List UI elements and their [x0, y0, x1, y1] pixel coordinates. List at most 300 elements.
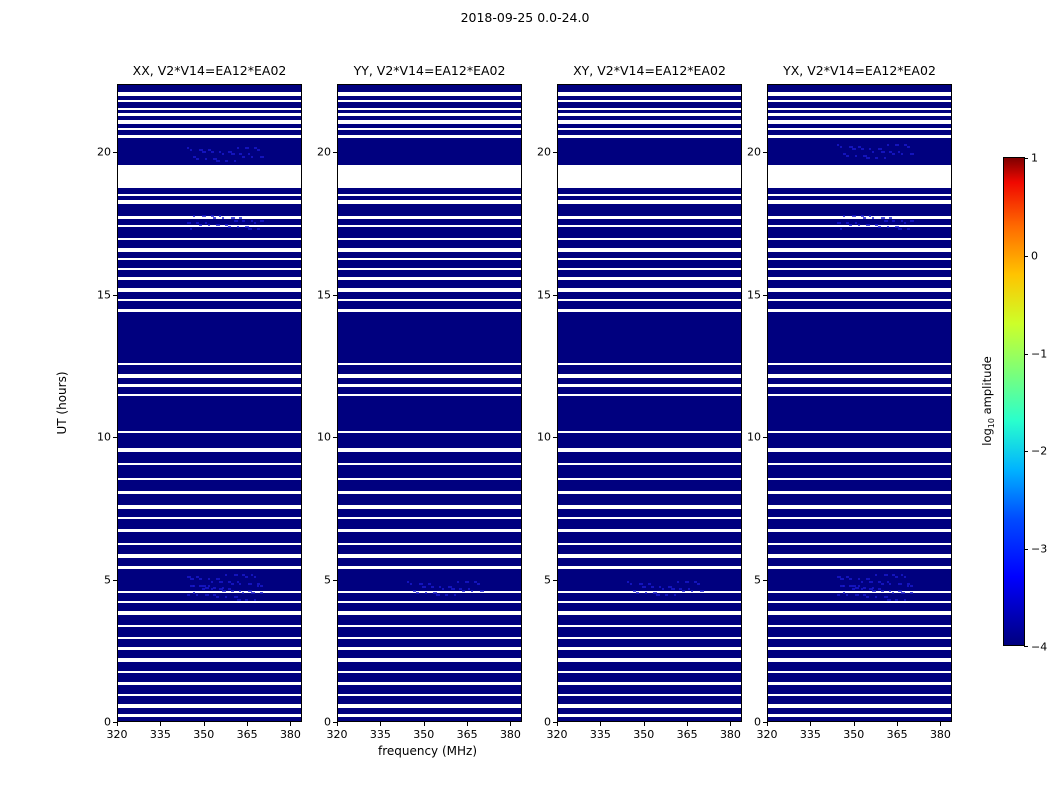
rfi-speck [910, 153, 914, 155]
rfi-speck [861, 148, 864, 150]
rfi-speck [468, 588, 470, 590]
flagged-row [338, 394, 521, 396]
rfi-speck [248, 583, 252, 585]
rfi-speck [205, 587, 209, 589]
rfi-speck [202, 151, 206, 153]
rfi-speck [892, 153, 895, 155]
rfi-speck [257, 228, 260, 230]
y-tick-label: 15 [537, 288, 551, 302]
flagged-row [338, 491, 521, 494]
flagged-row [338, 384, 521, 387]
rfi-speck [910, 220, 914, 222]
rfi-speck [199, 224, 202, 226]
flagged-row [118, 694, 301, 696]
rfi-speck [892, 220, 895, 222]
rfi-speck [245, 147, 249, 149]
rfi-speck [875, 157, 878, 159]
colorbar-tick-label: 0 [1031, 249, 1038, 263]
rfi-speck [872, 217, 874, 219]
x-tick-mark [380, 722, 381, 726]
flagged-row [558, 505, 741, 509]
colorbar-tick-label: 1 [1031, 151, 1038, 165]
panel-title: XX, V2*V14=EA12*EA02 [132, 63, 287, 78]
colorbar-tick-mark [1024, 256, 1028, 257]
rfi-speck [202, 215, 206, 217]
figure-suptitle: 2018-09-25 0.0-24.0 [460, 10, 590, 25]
flagged-row [118, 92, 301, 96]
rfi-speck [237, 599, 241, 601]
flagged-row [768, 299, 951, 301]
flagged-row [338, 517, 521, 519]
x-tick-label: 380 [719, 728, 741, 741]
flagged-row [338, 288, 521, 292]
rfi-speck [228, 226, 231, 228]
rfi-speck [445, 594, 448, 596]
flagged-row [558, 299, 741, 301]
y-tick-label: 10 [747, 430, 761, 444]
flagged-row [338, 108, 521, 110]
rfi-speck [190, 149, 192, 151]
x-tick-label: 350 [843, 728, 865, 741]
rfi-speck [410, 583, 412, 585]
rfi-speck [840, 228, 842, 230]
flagged-row [558, 463, 741, 465]
flagged-row [558, 529, 741, 532]
x-tick-mark [290, 722, 291, 726]
rfi-speck [904, 222, 906, 224]
plot-area[interactable] [337, 84, 522, 722]
rfi-speck [205, 222, 207, 224]
x-tick-mark [247, 722, 248, 726]
rfi-speck [875, 596, 877, 598]
flagged-row [558, 200, 741, 204]
flagged-row [768, 704, 951, 708]
flagged-row [768, 128, 951, 130]
rfi-speck [211, 581, 213, 583]
flagged-row [768, 529, 951, 532]
rfi-speck [645, 592, 647, 594]
colorbar-tick-label: −1 [1031, 347, 1048, 361]
rfi-speck [260, 592, 263, 594]
rfi-speck [846, 155, 849, 157]
flagged-row [338, 463, 521, 465]
flag-stripes [768, 85, 951, 721]
rfi-speck [907, 585, 909, 587]
x-tick-label: 380 [279, 728, 301, 741]
flagged-band [768, 165, 951, 188]
heatmap-panel-xx[interactable] [97, 63, 302, 741]
rfi-speck [881, 151, 885, 153]
flagged-row [558, 647, 741, 650]
flagged-row [338, 248, 521, 252]
rfi-speck [471, 590, 473, 592]
rfi-speck [901, 220, 903, 222]
x-tick-mark [557, 722, 558, 726]
flagged-row [558, 92, 741, 96]
y-tick-label: 0 [544, 715, 551, 729]
flagged-row [768, 363, 951, 365]
flagged-row [768, 448, 951, 452]
rfi-speck [863, 217, 866, 219]
flagged-row [338, 225, 521, 227]
rfi-speck [208, 578, 210, 580]
flagged-row [338, 448, 521, 452]
rfi-speck [239, 590, 241, 592]
rfi-speck [431, 586, 434, 588]
flagged-row [338, 258, 521, 260]
rfi-speck [237, 581, 239, 583]
rfi-speck [187, 594, 190, 596]
flagged-row [558, 671, 741, 673]
rfi-speck [861, 581, 863, 583]
flagged-row [768, 374, 951, 378]
flagged-row [338, 299, 521, 301]
rfi-speck [875, 574, 877, 576]
rfi-speck [700, 590, 704, 592]
rfi-speck [480, 590, 484, 592]
rfi-speck [190, 578, 194, 580]
rfi-speck [685, 581, 689, 583]
x-tick-label: 320 [546, 728, 568, 741]
rfi-speck [910, 585, 913, 587]
flagged-row [338, 543, 521, 545]
flagged-row [768, 478, 951, 480]
rfi-speck [242, 592, 244, 594]
flagged-row [118, 128, 301, 130]
rfi-speck [843, 215, 845, 217]
colorbar-tick-mark [1024, 158, 1028, 159]
flagged-row [558, 108, 741, 110]
rfi-speck [889, 583, 891, 585]
rfi-speck [257, 149, 260, 151]
rfi-speck [187, 147, 189, 149]
rfi-speck [237, 147, 239, 149]
x-tick-mark [730, 722, 731, 726]
flagged-row [768, 647, 951, 650]
heatmap-panel-xy[interactable] [537, 63, 742, 741]
rfi-speck [677, 581, 679, 583]
flagged-row [338, 625, 521, 627]
flagged-row [558, 258, 741, 260]
flagged-row [118, 299, 301, 301]
flagged-row [338, 554, 521, 558]
rfi-speck [242, 220, 245, 222]
flagged-row [118, 113, 301, 116]
flagged-row [768, 288, 951, 292]
flagged-row [558, 625, 741, 627]
rfi-speck [671, 588, 675, 590]
flagged-row [768, 505, 951, 509]
rfi-speck [697, 583, 700, 585]
flagged-row [558, 543, 741, 545]
flagged-row [558, 694, 741, 696]
x-tick-mark [897, 722, 898, 726]
rfi-speck [858, 224, 860, 226]
rfi-speck [892, 592, 894, 594]
flagged-row [558, 601, 741, 603]
rfi-speck [254, 222, 256, 224]
x-tick-label: 380 [929, 728, 951, 741]
flagged-row [118, 478, 301, 480]
x-tick-label: 350 [633, 728, 655, 741]
rfi-speck [222, 590, 226, 592]
rfi-speck [872, 151, 874, 153]
rfi-speck [849, 578, 852, 580]
rfi-speck [196, 158, 199, 160]
flagged-row [768, 658, 951, 662]
rfi-speck [898, 228, 902, 230]
rfi-speck [222, 217, 224, 219]
flagged-row [118, 120, 301, 124]
flagged-row [768, 463, 951, 465]
colorbar-title-sub: 10 [987, 418, 997, 429]
rfi-speck [219, 581, 223, 583]
rfi-speck [907, 228, 910, 230]
x-tick-mark [940, 722, 941, 726]
rfi-speck [662, 588, 664, 590]
rfi-speck [889, 590, 891, 592]
x-axis-label: frequency (MHz) [377, 744, 478, 758]
rfi-speck [849, 224, 852, 226]
flagged-row [118, 517, 301, 519]
flagged-row [118, 216, 301, 219]
y-tick-label: 10 [97, 430, 111, 444]
x-tick-label: 350 [413, 728, 435, 741]
flagged-row [118, 463, 301, 465]
flagged-row [338, 658, 521, 662]
rfi-speck [837, 222, 841, 224]
rfi-speck [248, 228, 252, 230]
rfi-speck [895, 599, 898, 601]
rfi-speck [855, 155, 857, 157]
rfi-speck [869, 581, 873, 583]
rfi-speck [901, 153, 903, 155]
rfi-speck [852, 148, 856, 150]
flagged-row [118, 566, 301, 569]
flagged-row [558, 120, 741, 124]
rfi-speck [248, 153, 250, 155]
heatmap-panel-yx[interactable] [747, 63, 952, 741]
flagged-band [558, 165, 741, 188]
rfi-speck [260, 585, 263, 587]
flagged-row [118, 309, 301, 312]
rfi-speck [187, 222, 191, 224]
rfi-speck [665, 594, 668, 596]
flagged-row [338, 216, 521, 219]
rfi-speck [219, 151, 221, 153]
flagged-row [558, 658, 741, 662]
rfi-speck [869, 148, 871, 150]
flagged-row [558, 431, 741, 433]
x-tick-mark [600, 722, 601, 726]
heatmap-panel-yy[interactable] [317, 63, 522, 741]
rfi-speck [895, 144, 899, 146]
rfi-speck [477, 583, 480, 585]
flagged-row [118, 601, 301, 603]
y-tick-label: 5 [104, 573, 111, 587]
flagged-row [768, 625, 951, 627]
rfi-speck [213, 587, 216, 589]
rfi-speck [251, 220, 253, 222]
flagged-row [558, 363, 741, 365]
flagged-row [768, 682, 951, 685]
flagged-row [118, 611, 301, 615]
rfi-speck [636, 592, 639, 594]
y-tick-label: 20 [537, 145, 551, 159]
flagged-row [118, 647, 301, 650]
y-tick-label: 10 [537, 430, 551, 444]
x-tick-label: 320 [756, 728, 778, 741]
flagged-row [338, 647, 521, 650]
rfi-speck [901, 592, 905, 594]
x-tick-mark [687, 722, 688, 726]
flagged-row [118, 529, 301, 532]
rfi-speck [205, 594, 209, 596]
flagged-row [768, 309, 951, 312]
rfi-speck [855, 222, 857, 224]
x-tick-mark [467, 722, 468, 726]
x-tick-label: 365 [456, 728, 478, 741]
x-tick-mark [854, 722, 855, 726]
rfi-speck [895, 576, 898, 578]
plot-area[interactable] [117, 84, 302, 722]
rfi-speck [190, 228, 192, 230]
flagged-row [558, 517, 741, 519]
flagged-row [118, 431, 301, 433]
flagged-row [338, 374, 521, 378]
rfi-speck [858, 578, 860, 580]
flagged-row [768, 113, 951, 116]
flag-stripes [338, 85, 521, 721]
y-tick-label: 20 [317, 145, 331, 159]
rfi-speck [866, 224, 870, 226]
panel-title: XY, V2*V14=EA12*EA02 [573, 63, 726, 78]
flagged-row [338, 704, 521, 708]
y-tick-label: 0 [754, 715, 761, 729]
rfi-speck [416, 592, 419, 594]
flagged-row [338, 238, 521, 240]
rfi-speck [245, 599, 248, 601]
rfi-speck [837, 144, 839, 146]
flagged-row [558, 491, 741, 494]
flagged-row [338, 363, 521, 365]
plot-area[interactable] [767, 84, 952, 722]
rfi-speck [231, 153, 235, 155]
rfi-speck [257, 585, 259, 587]
rfi-speck [852, 588, 855, 590]
rfi-speck [630, 583, 632, 585]
flagged-row [338, 200, 521, 204]
flagged-row [118, 671, 301, 673]
flagged-row [338, 309, 521, 312]
flagged-row [118, 704, 301, 708]
rfi-speck [869, 215, 871, 217]
flagged-row [768, 714, 951, 717]
rfi-speck [837, 594, 840, 596]
rfi-speck [211, 151, 214, 153]
rfi-speck [260, 220, 264, 222]
rfi-speck [216, 224, 220, 226]
rfi-speck [878, 226, 881, 228]
rfi-speck [407, 581, 409, 583]
x-tick-label: 365 [676, 728, 698, 741]
x-tick-label: 335 [799, 728, 821, 741]
x-tick-label: 350 [193, 728, 215, 741]
rfi-speck [208, 585, 210, 587]
rfi-speck [225, 574, 227, 576]
flagged-row [558, 309, 741, 312]
x-tick-mark [424, 722, 425, 726]
rfi-speck [884, 220, 888, 222]
flagged-row [338, 194, 521, 196]
rfi-speck [861, 588, 863, 590]
panel-title: YX, V2*V14=EA12*EA02 [783, 63, 936, 78]
x-tick-label: 320 [106, 728, 128, 741]
rfi-speck [251, 592, 255, 594]
rfi-speck [425, 592, 427, 594]
flagged-row [768, 194, 951, 196]
flag-stripes [558, 85, 741, 721]
flagged-row [768, 543, 951, 545]
y-tick-label: 20 [97, 145, 111, 159]
flagged-row [338, 100, 521, 102]
flagged-row [768, 277, 951, 280]
rfi-speck [872, 590, 876, 592]
flagged-row [558, 225, 741, 227]
flagged-row [768, 637, 951, 639]
rfi-speck [691, 590, 693, 592]
rfi-speck [193, 592, 195, 594]
rfi-speck [193, 215, 195, 217]
flagged-band [338, 165, 521, 188]
flagged-row [768, 100, 951, 102]
rfi-speck [231, 590, 234, 592]
x-tick-mark [644, 722, 645, 726]
colorbar-title-post: amplitude [979, 356, 994, 419]
flagged-row [338, 694, 521, 696]
rfi-speck [234, 574, 238, 576]
flagged-row [558, 554, 741, 558]
flagged-row [558, 478, 741, 480]
rfi-speck [840, 585, 844, 587]
y-tick-label: 15 [97, 288, 111, 302]
plot-area[interactable] [557, 84, 742, 722]
flagged-row [558, 135, 741, 138]
flagged-row [558, 448, 741, 452]
x-tick-mark [117, 722, 118, 726]
flagged-row [558, 277, 741, 280]
colorbar-tick-label: −2 [1031, 444, 1048, 458]
flagged-row [118, 682, 301, 685]
flagged-row [768, 554, 951, 558]
rfi-speck [858, 585, 860, 587]
flagged-row [118, 268, 301, 270]
rfi-speck [884, 574, 888, 576]
rfi-speck [225, 596, 227, 598]
rfi-speck [910, 592, 913, 594]
flagged-row [768, 566, 951, 569]
flagged-row [558, 216, 741, 219]
flagged-row [338, 92, 521, 96]
flagged-row [118, 554, 301, 558]
flagged-row [118, 100, 301, 102]
flagged-row [558, 591, 741, 593]
flagged-row [118, 714, 301, 717]
flagged-row [768, 671, 951, 673]
rfi-speck [239, 583, 241, 585]
x-tick-mark [337, 722, 338, 726]
rfi-speck [254, 599, 256, 601]
